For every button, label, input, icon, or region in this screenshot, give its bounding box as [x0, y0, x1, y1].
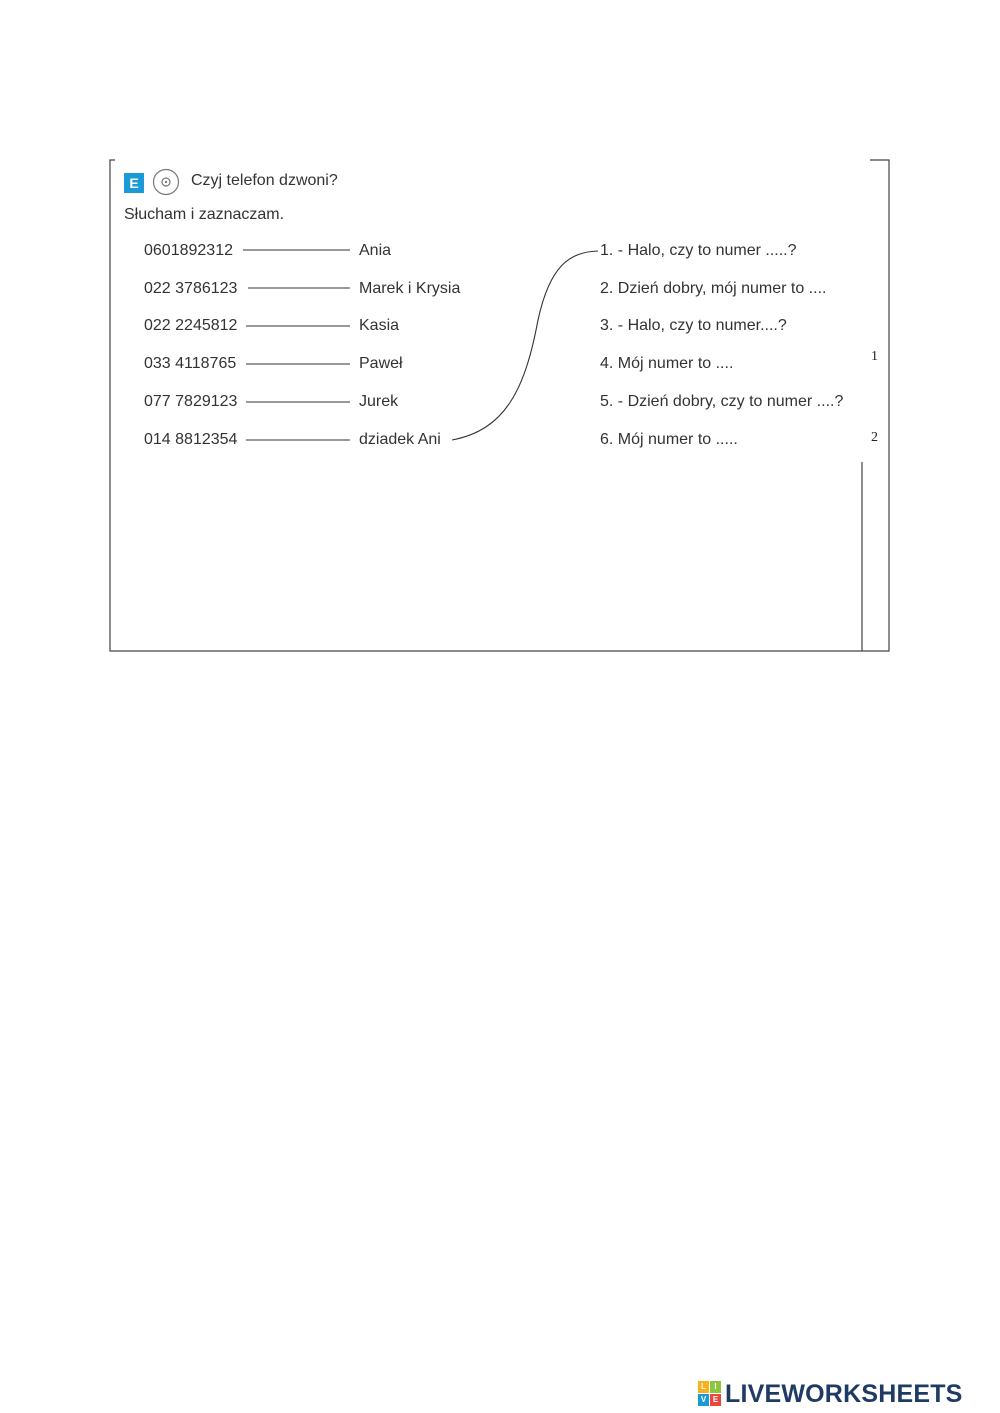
phone-number-3: 022 2245812	[144, 317, 238, 334]
phone-number-1: 0601892312	[144, 242, 233, 259]
liveworksheets-logo-mark: L I V E	[698, 1381, 722, 1407]
exercise-title: Czyj telefon dzwoni?	[191, 172, 338, 189]
phone-number-2: 022 3786123	[144, 280, 238, 297]
exercise-instruction: Słucham i zaznaczam.	[124, 206, 285, 223]
person-name-4[interactable]: Paweł	[359, 355, 403, 372]
dialogue-4[interactable]: 4. Mój numer to ....	[600, 355, 734, 372]
exercise-frame	[0, 0, 1000, 700]
person-name-2[interactable]: Marek i Krysia	[359, 280, 461, 297]
connector-lines	[0, 0, 1000, 700]
person-name-1[interactable]: Ania	[359, 242, 392, 259]
person-name-3[interactable]: Kasia	[359, 317, 400, 334]
cd-audio-icon[interactable]	[152, 168, 180, 196]
phone-number-6: 014 8812354	[144, 431, 238, 448]
side-number-1: 1	[871, 349, 878, 364]
liveworksheets-logo[interactable]	[698, 1376, 963, 1412]
exercise-badge: E	[124, 173, 144, 193]
dialogue-6[interactable]: 6. Mój numer to .....	[600, 431, 738, 448]
dialogue-3[interactable]: 3. - Halo, czy to numer....?	[600, 317, 787, 334]
match-curve	[452, 251, 598, 440]
side-number-2: 2	[871, 430, 878, 445]
liveworksheets-logo-text: LIVEWORKSHEETS	[725, 1379, 963, 1408]
person-name-5[interactable]: Jurek	[359, 393, 399, 410]
dialogue-1[interactable]: 1. - Halo, czy to numer .....?	[600, 242, 797, 259]
phone-number-4: 033 4118765	[144, 355, 237, 372]
dialogue-2[interactable]: 2. Dzień dobry, mój numer to ....	[600, 280, 827, 297]
phone-number-5: 077 7829123	[144, 393, 238, 410]
person-name-6[interactable]: dziadek Ani	[359, 431, 441, 448]
dialogue-5[interactable]: 5. - Dzień dobry, czy to numer ....?	[600, 393, 844, 410]
